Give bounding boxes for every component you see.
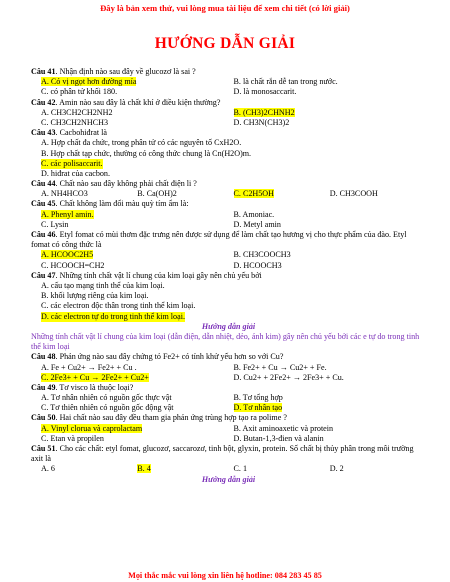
option-b: B. khối lượng riêng của kim loại.: [41, 291, 149, 301]
question-50: [31, 413, 426, 423]
option-c: C. 1: [233, 464, 247, 474]
solution-heading: Hướng dẫn giải: [201, 474, 256, 484]
option-a-correct: A. Phenyl amin.: [41, 209, 94, 219]
options-row: [31, 363, 426, 373]
option-b-correct: B. (CH3)2CHNH2: [233, 107, 295, 117]
options-row: [31, 312, 426, 322]
option-c: C. CH3CH2NHCH3: [41, 117, 109, 127]
option-a: A. Tơ nhân nhiên có nguồn gốc thực vật: [41, 393, 172, 403]
option-c: C. các electron độc thân trong tinh thể kim loại.: [41, 301, 196, 311]
option-c: C. Lysin: [41, 219, 69, 229]
question-text: . Chất nào sau đây không phải chất điện li ?: [55, 179, 197, 189]
option-c: C. Tơ thiên nhiên có nguồn gốc động vật: [41, 403, 174, 413]
options-row: [31, 87, 426, 97]
question-text: . Cacbohiđrat là: [55, 128, 107, 138]
question-label: Câu 41: [31, 67, 56, 76]
question-label: Câu 42: [31, 97, 56, 107]
question-44: [31, 179, 426, 189]
answer-document: [31, 67, 426, 485]
options-row: [31, 373, 426, 383]
option-d: D. Metyl amin: [233, 219, 281, 229]
option-c: C. HCOOCH=CH2: [41, 260, 105, 270]
option-a-correct: A. HCOOC2H5: [41, 250, 94, 260]
option-a: A. CH3CH2CH2NH2: [41, 107, 113, 117]
question-label: Câu 47: [31, 270, 56, 280]
options-row: [31, 77, 426, 87]
option-a: A. Fe + Cu2+ → Fe2+ + Cu .: [41, 362, 137, 372]
preview-banner: Đây là bản xem thử, vui lòng mua tài liệu để xem chi tiết (có lời giải): [100, 3, 350, 13]
options-row: [31, 108, 426, 118]
option-d: D. CH3COOH: [329, 189, 378, 199]
question-label: Câu 46: [31, 230, 56, 239]
question-text: . Etyl fomat có mùi thơm đặc trưng nên được sử dụng để làm chất tạo hương vị cho thực phẩm của đào. Etyl fomat có công thức là: [31, 230, 407, 250]
options-row: [31, 250, 426, 260]
question-text: . Hai chất nào sau đây đều tham gia phản ứng trùng hợp tạo ra polime ?: [55, 413, 287, 423]
option-a: A. Hợp chất đa chức, trong phân tử có các nguyên tố CxH2O.: [41, 138, 242, 148]
option-b: B. Hợp chất tạp chức, thường có công thức chung là Cn(H2O)m.: [41, 148, 252, 158]
option-b: B. Fe2+ + Cu → Cu2+ + Fe.: [233, 362, 327, 372]
option-b: B. CH3COOCH3: [233, 250, 291, 260]
option-b: B. Amoniac.: [233, 209, 275, 219]
question-text: . Những tính chất vật lí chung của kim loại gây nên chủ yếu bởi: [55, 270, 262, 280]
option-d: D. 2: [329, 464, 344, 474]
option-d-correct: D. các electron tự do trong tinh thể kim loại.: [41, 311, 185, 321]
options-row: [31, 261, 426, 271]
option-d: D. CH3N(CH3)2: [233, 117, 290, 127]
options-row: [31, 118, 426, 128]
hotline-footer: Mọi thắc mắc vui lòng xin liên hệ hotline: 084 283 45 85: [128, 571, 322, 580]
option-c-correct: C. C2H5OH: [233, 189, 274, 199]
option-a-correct: A. Vinyl clorua và caprolactam: [41, 423, 143, 433]
option-b: B. Tơ tổng hợp: [233, 393, 283, 403]
option-c: C. Etan và propilen: [41, 433, 104, 443]
option-a: A. NH4HCO3: [41, 189, 88, 199]
question-text: . Phản ứng nào sau đây chứng tỏ Fe2+ có tính khử yếu hơn so với Cu?: [55, 352, 284, 362]
option-d: D. HCOOCH3: [233, 260, 282, 270]
question-text: . Chất không làm đổi màu quỳ tím ẩm là:: [55, 199, 189, 209]
option-d-correct: D. Tơ nhân tạo: [233, 403, 283, 413]
option-a: A. 6: [41, 464, 55, 474]
options-row: [31, 159, 426, 169]
option-d: D. Butan-1,3-đien và alanin: [233, 433, 324, 443]
options-row: [31, 210, 426, 220]
option-b: B. Axit aminoaxetic và protein: [233, 423, 334, 433]
question-text: . Tơ visco là thuộc loại?: [55, 382, 134, 392]
question-49: [31, 383, 426, 393]
question-46: [31, 230, 426, 250]
question-label: Câu 48: [31, 352, 56, 362]
page-title: HƯỚNG DẪN GIẢI: [154, 35, 296, 52]
question-48: [31, 352, 426, 362]
option-c-correct: C. các polisaccarit.: [41, 158, 103, 168]
option-b: B. Ca(OH)2: [137, 189, 177, 199]
question-label: Câu 45: [31, 199, 56, 209]
option-a-correct: A. Có vị ngọt hơn đường mía: [41, 77, 137, 87]
options-row: [31, 434, 426, 444]
option-c-correct: C. 2Fe3+ + Cu → 2Fe2+ + Cu2+: [41, 372, 149, 382]
question-label: Câu 43: [31, 128, 56, 138]
question-label: Câu 49: [31, 382, 56, 392]
question-text: . Cho các chất: etyl fomat, glucozơ, saccarozơ, tinh bột, glyxin, protein. Số chất bị thủy phân trong môi trường axit là: [31, 444, 414, 464]
options-row: [31, 189, 426, 199]
solution-text: Những tính chất vật lí chung của kim loại (dẫn điện, dẫn nhiệt, dẻo, ánh kim) gây nên chủ yếu bởi các e tự do trong tinh thể kim loại: [31, 331, 420, 352]
question-47: [31, 271, 426, 281]
question-label: Câu 50: [31, 413, 56, 423]
options-row: [31, 220, 426, 230]
options-row: [31, 424, 426, 434]
options-row: [31, 403, 426, 413]
option-b-correct: B. 4: [137, 464, 151, 474]
question-41: [31, 67, 426, 77]
question-45: [31, 199, 426, 209]
option-a: A. cấu tạo mạng tinh thể của kim loại.: [41, 280, 165, 290]
option-d: D. hiđrat của cacbon.: [41, 168, 110, 178]
question-text: . Nhận định nào sau đây về glucozơ là sai ?: [55, 67, 196, 76]
options-row: [31, 464, 426, 474]
question-43: [31, 128, 426, 138]
question-text: . Amin nào sau đây là chất khí ở điều kiện thường?: [55, 97, 221, 107]
option-c: C. có phân tử khối 180.: [41, 87, 118, 97]
options-row: [31, 393, 426, 403]
question-label: Câu 51: [31, 444, 56, 453]
question-label: Câu 44: [31, 179, 56, 189]
option-d: D. là monosaccarit.: [233, 87, 297, 97]
question-42: [31, 98, 426, 108]
question-51: [31, 444, 426, 464]
solution-heading: Hướng dẫn giải: [201, 321, 256, 331]
option-d: D. Cu2+ + 2Fe2+ → 2Fe3+ + Cu.: [233, 372, 344, 382]
option-b: B. là chất rắn dễ tan trong nước.: [233, 77, 338, 87]
